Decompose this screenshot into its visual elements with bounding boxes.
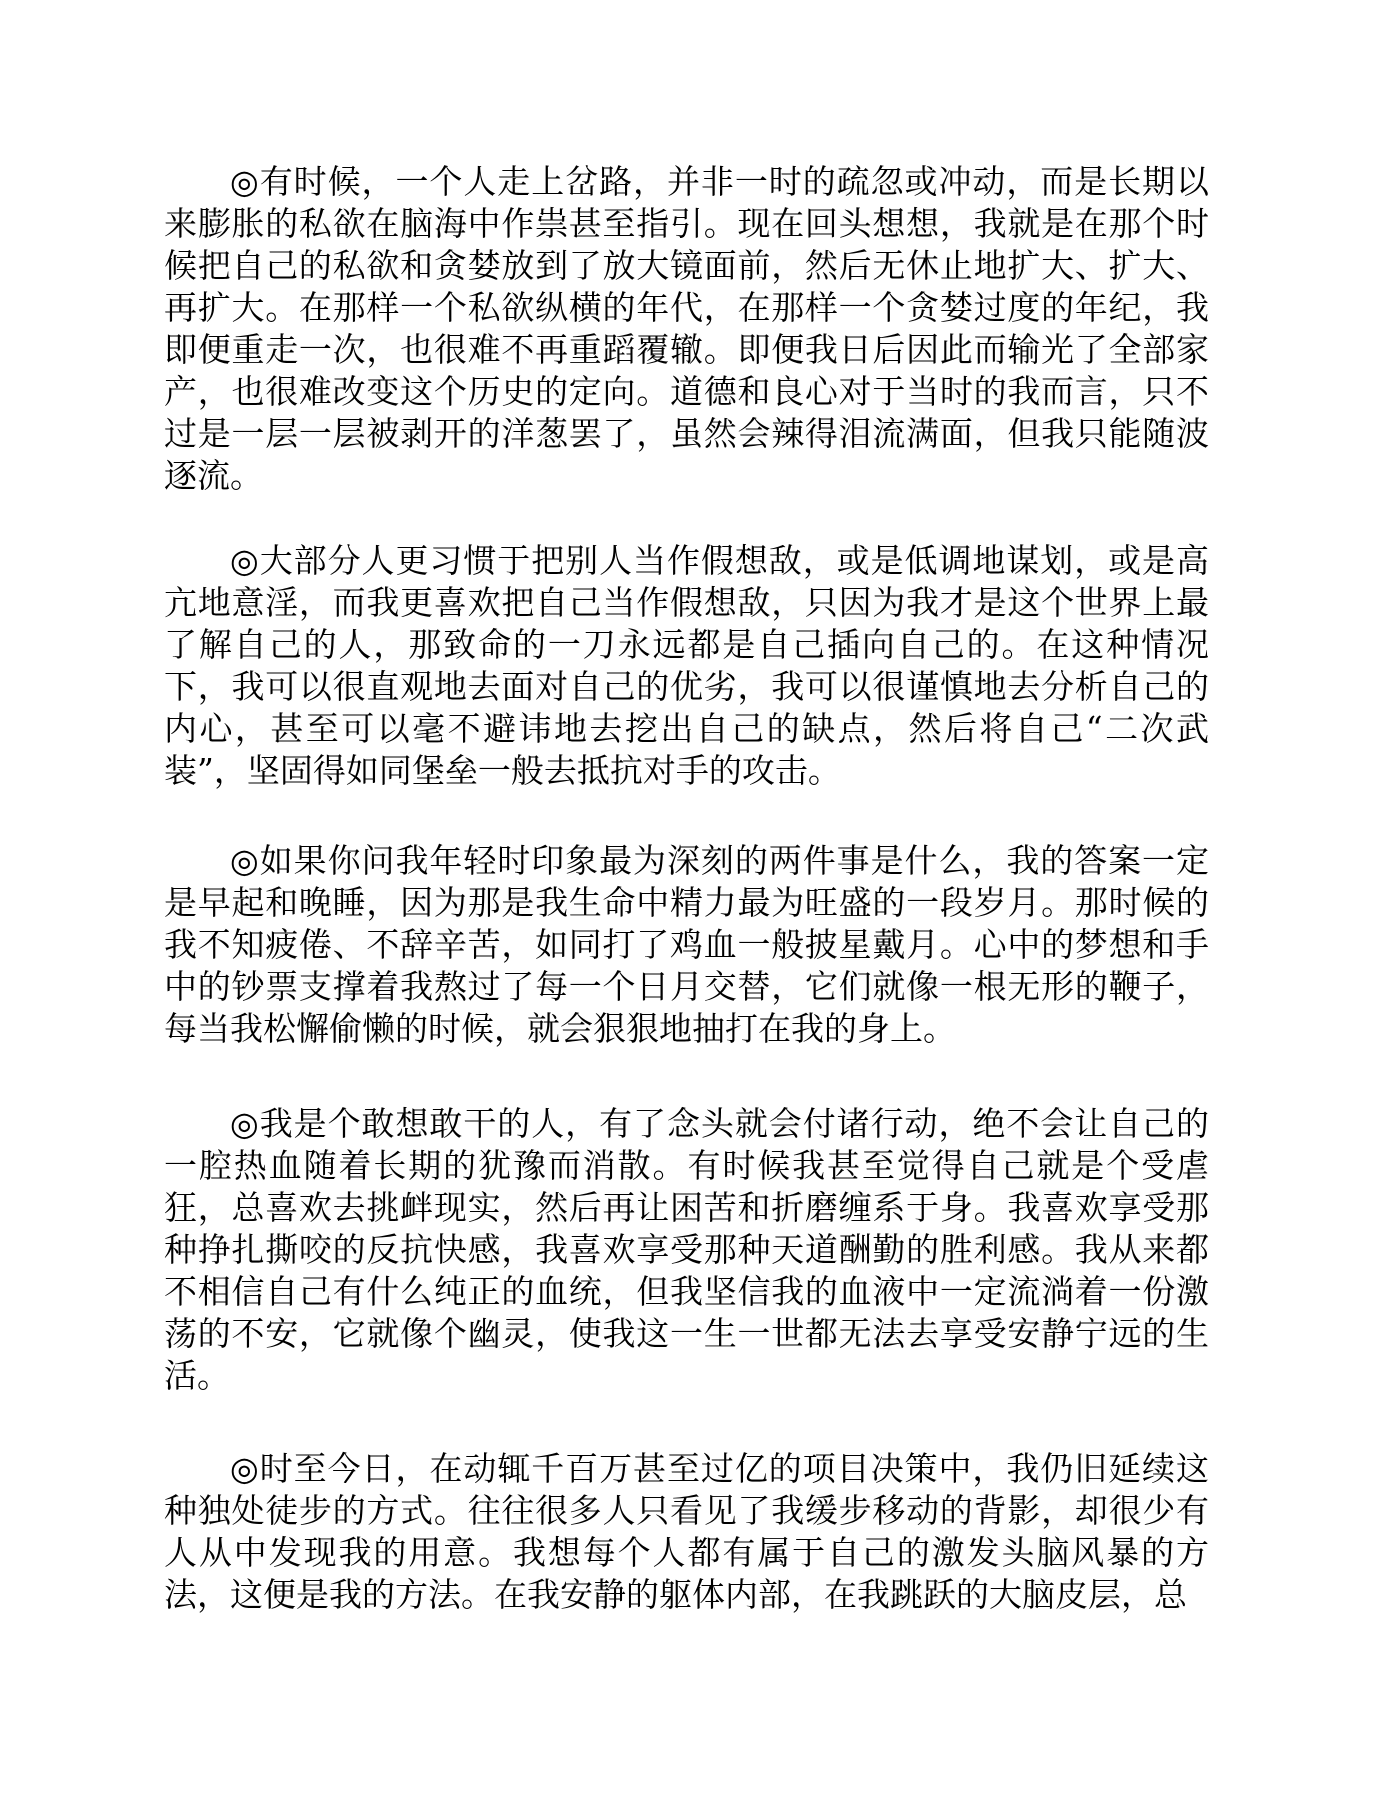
paragraph-4: ◎我是个敢想敢干的人，有了念头就会付诸行动，绝不会让自己的一腔热血随着长期的犹豫而消散。有时候我甚至觉得自己就是个受虐狂，总喜欢去挑衅现实，然后再让困苦和折磨缠系于身。我喜欢享受那种挣扎撕咬的反抗快感，我喜欢享受那种天道酬勤的胜利感。我从来都不相信自己有什么纯正的血统，但我坚信我的血液中一定流淌着一份激荡的不安，它就像个幽灵，使我这一生一世都无法去享受安静宁远的生活。 bbox=[164, 1104, 1209, 1395]
paragraph-2: ◎大部分人更习惯于把别人当作假想敌，或是低调地谋划，或是高亢地意淫，而我更喜欢把自己当作假想敌，只因为我才是这个世界上最了解自己的人，那致命的一刀永远都是自己插向自己的。在这种情况下，我可以很直观地去面对自己的优劣，我可以很谨慎地去分析自己的内心，甚至可以毫不避讳地去挖出自己的缺点，然后将自己“二次武装”，坚固得如同堡垒一般去抵抗对手的攻击。 bbox=[164, 541, 1209, 790]
paragraph-1: ◎有时候，一个人走上岔路，并非一时的疏忽或冲动，而是长期以来膨胀的私欲在脑海中作祟甚至指引。现在回头想想，我就是在那个时候把自己的私欲和贪婪放到了放大镜面前，然后无休止地扩大、扩大、再扩大。在那样一个私欲纵横的年代，在那样一个贪婪过度的年纪，我即便重走一次，也很难不再重蹈覆辙。即便我日后因此而输光了全部家产，也很难改变这个历史的定向。道德和良心对于当时的我而言，只不过是一层一层被剥开的洋葱罢了，虽然会辣得泪流满面，但我只能随波逐流。 bbox=[164, 162, 1209, 495]
paragraph-3: ◎如果你问我年轻时印象最为深刻的两件事是什么，我的答案一定是早起和晚睡，因为那是我生命中精力最为旺盛的一段岁月。那时候的我不知疲倦、不辞辛苦，如同打了鸡血一般披星戴月。心中的梦想和手中的钞票支撑着我熬过了每一个日月交替，它们就像一根无形的鞭子，每当我松懈偷懒的时候，就会狠狠地抽打在我的身上。 bbox=[164, 841, 1209, 1048]
paragraph-5: ◎时至今日，在动辄千百万甚至过亿的项目决策中，我仍旧延续这种独处徒步的方式。往往很多人只看见了我缓步移动的背影，却很少有人从中发现我的用意。我想每个人都有属于自己的激发头脑风暴的方法，这便是我的方法。在我安静的躯体内部，在我跳跃的大脑皮层，总 bbox=[164, 1449, 1209, 1614]
